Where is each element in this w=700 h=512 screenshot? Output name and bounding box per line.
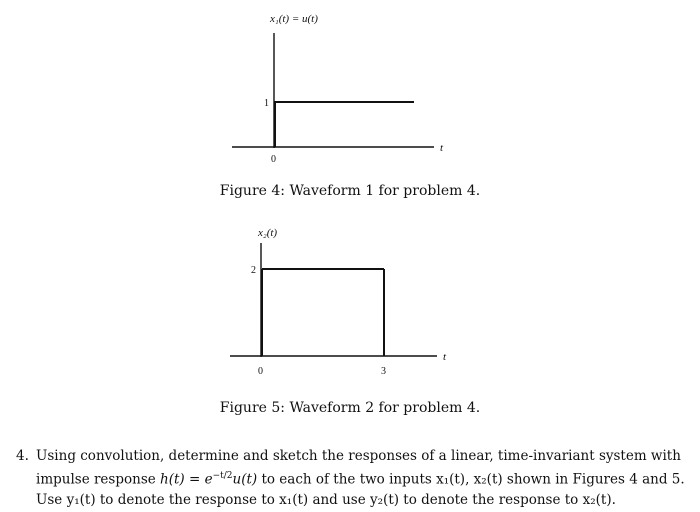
figure-5-caption: Figure 5: Waveform 2 for problem 4.: [219, 400, 481, 416]
impulse-response-exponent: −t/2: [212, 471, 233, 481]
problem-statement: [36, 446, 692, 510]
figure-4-title: x₁(t) = u(t): [270, 13, 318, 25]
problem-4: [16, 446, 692, 510]
figure-5-level-label: 2: [251, 265, 256, 276]
figure-5-title: x₂(t): [258, 227, 278, 239]
problem-number: 4.: [16, 448, 29, 464]
figure-4-level-label: 1: [264, 98, 269, 109]
figure-5-waveform: [230, 227, 447, 377]
figure-5-axis-label: t: [443, 351, 447, 363]
impulse-response-expression: h(t) = e: [160, 471, 213, 488]
problem-text-part2: to each of the two inputs x₁(t), x₂(t) shown in Figures 4 and 5. Use y₁(t) to denote the response to x₁(t) and use y₂(t) to denote the response to x₂(t).: [36, 471, 685, 508]
impulse-response-tail: u(t): [232, 471, 258, 488]
figure-5-end-label: 3: [381, 366, 386, 377]
figure-4-axis-label: t: [440, 142, 444, 154]
figure-5-origin-label: 0: [258, 366, 263, 377]
figure-4-waveform: [232, 13, 444, 165]
problem-text-part1: Using convolution, determine and sketch the responses of a linear, time-invariant system with impulse response: [36, 448, 681, 488]
figure-4-caption: Figure 4: Waveform 1 for problem 4.: [219, 183, 481, 199]
figure-4-origin-label: 0: [271, 154, 276, 165]
